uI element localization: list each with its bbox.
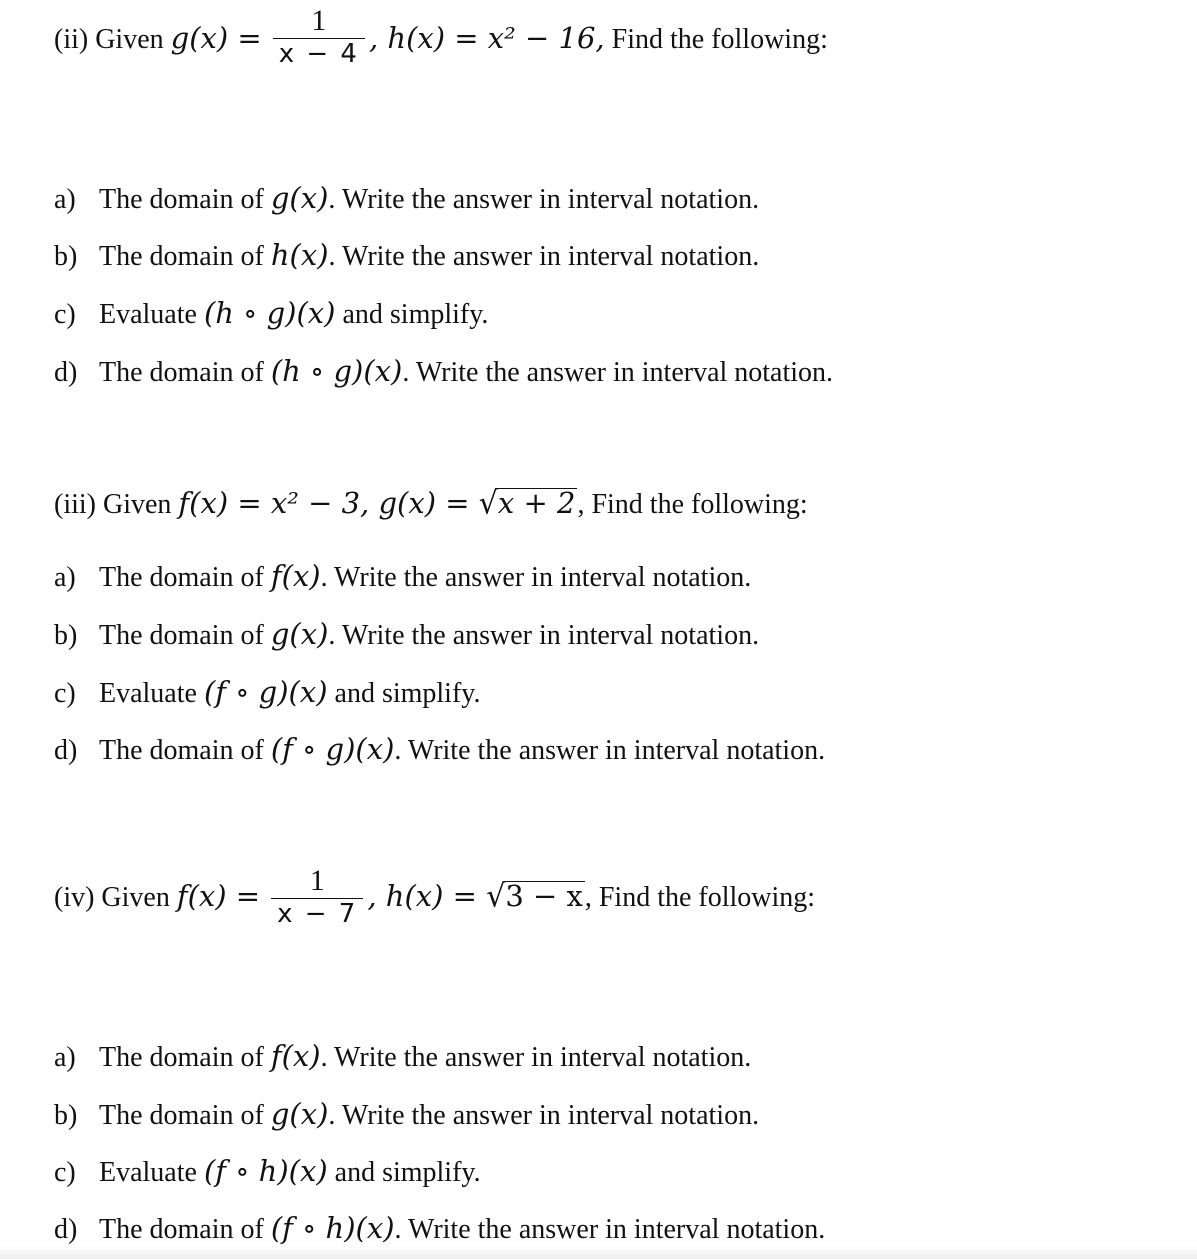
question-item: [54, 1154, 481, 1188]
section-iv-heading: [54, 864, 816, 931]
heading-prefix: (ii) Given: [54, 23, 171, 55]
fraction-numerator: 1: [309, 864, 325, 897]
item-math: h(x): [270, 238, 329, 272]
item-text: . Write the answer in interval notation.: [328, 241, 760, 272]
item-text: The domain of: [99, 184, 271, 215]
h-definition: , h(x) =: [367, 878, 487, 913]
question-item: [54, 181, 760, 215]
item-label: c): [54, 299, 76, 330]
item-label: d): [54, 357, 78, 388]
item-text: . Write the answer in interval notation.: [320, 1042, 752, 1073]
g-definition-lhs: g(x) =: [170, 20, 262, 55]
item-math: f(x): [270, 559, 321, 593]
item-label: d): [54, 1214, 78, 1245]
item-text: The domain of: [99, 1100, 271, 1131]
question-item: [54, 675, 481, 709]
question-item: [54, 732, 826, 766]
item-text: and simplify.: [327, 1157, 481, 1188]
f-definition-lhs: f(x) =: [176, 878, 261, 913]
item-text: Evaluate: [99, 1157, 204, 1188]
question-item: [54, 1039, 752, 1073]
heading-prefix: (iii) Given: [54, 489, 179, 520]
item-label: b): [54, 1100, 78, 1131]
item-math: (h ∘ g)(x): [203, 296, 336, 330]
item-text: The domain of: [99, 1214, 271, 1245]
section-ii-heading: [54, 4, 828, 73]
item-text: . Write the answer in interval notation.: [394, 1214, 826, 1245]
item-text: The domain of: [99, 241, 271, 272]
heading-suffix: , Find the following:: [584, 881, 816, 913]
square-root: [486, 878, 585, 915]
heading-suffix: , Find the following:: [577, 489, 808, 520]
fraction-numerator: 1: [311, 4, 327, 37]
square-root: [478, 485, 578, 522]
radicand: 3 − x: [505, 878, 583, 913]
item-math: (h ∘ g)(x): [270, 354, 403, 388]
item-text: . Write the answer in interval notation.: [328, 1100, 760, 1131]
heading-prefix: (iv) Given: [54, 881, 177, 913]
radicand: x + 2: [497, 486, 576, 520]
item-math: g(x): [270, 617, 329, 651]
item-label: d): [54, 735, 78, 766]
item-text: and simplify.: [327, 678, 481, 709]
fraction-denominator: x − 4: [278, 39, 359, 69]
item-text: and simplify.: [335, 299, 489, 330]
page-bottom-edge: [0, 1245, 1197, 1259]
question-item: [54, 354, 834, 388]
item-text: . Write the answer in interval notation.: [320, 562, 752, 593]
item-text: . Write the answer in interval notation.: [394, 735, 826, 766]
item-text: Evaluate: [99, 678, 204, 709]
item-label: a): [54, 184, 76, 215]
item-math: (f ∘ g)(x): [270, 732, 395, 766]
question-item: [54, 1211, 826, 1245]
item-text: The domain of: [99, 1042, 271, 1073]
f-g-definition: f(x) = x² − 3, g(x) =: [178, 486, 479, 520]
item-math: (f ∘ g)(x): [203, 675, 328, 709]
fraction-g: [273, 6, 365, 69]
item-label: b): [54, 241, 78, 272]
item-math: g(x): [270, 1097, 329, 1131]
fraction-f: [271, 866, 363, 929]
item-text: . Write the answer in interval notation.: [402, 357, 834, 388]
h-definition: , h(x) = x² − 16,: [368, 20, 605, 55]
item-label: a): [54, 1042, 76, 1073]
heading-suffix: Find the following:: [604, 23, 828, 55]
item-text: Evaluate: [99, 299, 204, 330]
radical-sign: √: [478, 485, 498, 522]
item-math: (f ∘ h)(x): [203, 1154, 328, 1188]
item-text: The domain of: [99, 620, 271, 651]
item-text: The domain of: [99, 735, 271, 766]
item-label: c): [54, 678, 76, 709]
section-iii-heading: [54, 485, 808, 522]
item-math: f(x): [270, 1039, 321, 1073]
question-item: [54, 296, 489, 330]
item-label: a): [54, 562, 76, 593]
fraction-denominator: x − 7: [277, 899, 358, 929]
question-item: [54, 559, 752, 593]
item-text: The domain of: [99, 357, 271, 388]
item-label: b): [54, 620, 78, 651]
item-math: g(x): [270, 181, 329, 215]
item-text: The domain of: [99, 562, 271, 593]
item-math: (f ∘ h)(x): [270, 1211, 395, 1245]
question-item: [54, 617, 760, 651]
item-label: c): [54, 1157, 76, 1188]
radical-sign: √: [486, 878, 506, 915]
question-item: [54, 1097, 760, 1131]
item-text: . Write the answer in interval notation.: [328, 620, 760, 651]
item-text: . Write the answer in interval notation.: [328, 184, 760, 215]
question-item: [54, 238, 760, 272]
